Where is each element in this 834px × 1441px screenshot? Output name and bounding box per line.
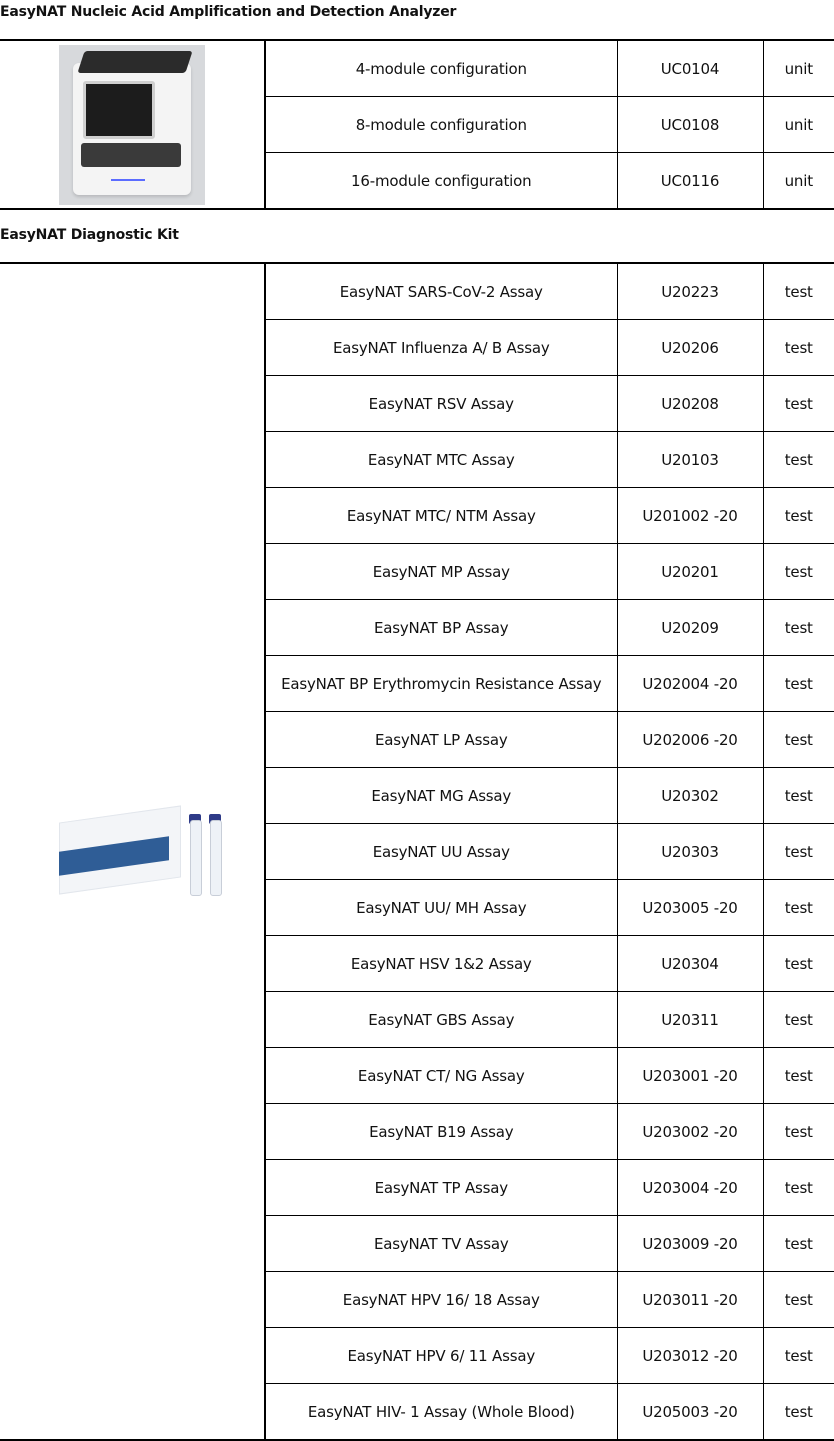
- kit-section-title: EasyNAT Diagnostic Kit: [0, 227, 179, 243]
- product-code-cell: U20302: [617, 768, 763, 824]
- product-unit-cell: test: [763, 263, 834, 320]
- kit-table: [0, 262, 834, 1441]
- product-code-cell: U20208: [617, 376, 763, 432]
- product-code-cell: U20206: [617, 320, 763, 376]
- product-unit-cell: test: [763, 600, 834, 656]
- product-code-cell: U20311: [617, 992, 763, 1048]
- product-name-cell: EasyNAT SARS-CoV-2 Assay: [265, 263, 617, 320]
- product-unit-cell: test: [763, 712, 834, 768]
- product-code-cell: U203001 -20: [617, 1048, 763, 1104]
- product-unit-cell: test: [763, 320, 834, 376]
- product-name-cell: EasyNAT MG Assay: [265, 768, 617, 824]
- product-unit-cell: unit: [763, 153, 834, 210]
- product-unit-cell: test: [763, 544, 834, 600]
- product-unit-cell: test: [763, 1384, 834, 1441]
- product-code-cell: UC0108: [617, 97, 763, 153]
- product-code-cell: U20223: [617, 263, 763, 320]
- product-code-cell: U203005 -20: [617, 880, 763, 936]
- product-code-cell: U203002 -20: [617, 1104, 763, 1160]
- product-unit-cell: test: [763, 1216, 834, 1272]
- product-unit-cell: test: [763, 656, 834, 712]
- product-code-cell: U20103: [617, 432, 763, 488]
- product-name-cell: EasyNAT RSV Assay: [265, 376, 617, 432]
- product-name-cell: EasyNAT MTC Assay: [265, 432, 617, 488]
- product-unit-cell: test: [763, 768, 834, 824]
- product-code-cell: UC0104: [617, 40, 763, 97]
- product-unit-cell: test: [763, 1160, 834, 1216]
- product-name-cell: EasyNAT GBS Assay: [265, 992, 617, 1048]
- product-code-cell: U203009 -20: [617, 1216, 763, 1272]
- product-name-cell: EasyNAT LP Assay: [265, 712, 617, 768]
- product-code-cell: U203012 -20: [617, 1328, 763, 1384]
- product-name-cell: EasyNAT Influenza A/ B Assay: [265, 320, 617, 376]
- product-name-cell: 4-module configuration: [265, 40, 617, 97]
- analyzer-image-cell: [0, 40, 265, 209]
- product-code-cell: U202004 -20: [617, 656, 763, 712]
- analyzer-table-body: [0, 40, 834, 209]
- product-code-cell: U201002 -20: [617, 488, 763, 544]
- table-row: [0, 40, 834, 97]
- analyzer-device-image: [59, 45, 205, 205]
- product-unit-cell: test: [763, 432, 834, 488]
- product-name-cell: EasyNAT TV Assay: [265, 1216, 617, 1272]
- product-code-cell: U20303: [617, 824, 763, 880]
- product-name-cell: EasyNAT HPV 16/ 18 Assay: [265, 1272, 617, 1328]
- product-code-cell: U20209: [617, 600, 763, 656]
- product-unit-cell: test: [763, 992, 834, 1048]
- product-name-cell: EasyNAT HSV 1&2 Assay: [265, 936, 617, 992]
- product-unit-cell: test: [763, 488, 834, 544]
- product-name-cell: EasyNAT B19 Assay: [265, 1104, 617, 1160]
- product-name-cell: EasyNAT BP Assay: [265, 600, 617, 656]
- product-unit-cell: test: [763, 880, 834, 936]
- product-unit-cell: test: [763, 376, 834, 432]
- product-name-cell: EasyNAT HIV- 1 Assay (Whole Blood): [265, 1384, 617, 1441]
- product-name-cell: 8-module configuration: [265, 97, 617, 153]
- product-name-cell: EasyNAT CT/ NG Assay: [265, 1048, 617, 1104]
- analyzer-table: [0, 39, 834, 210]
- product-code-cell: U202006 -20: [617, 712, 763, 768]
- product-unit-cell: test: [763, 1272, 834, 1328]
- product-code-cell: UC0116: [617, 153, 763, 210]
- kit-table-body: [0, 263, 834, 1440]
- table-row: [0, 263, 834, 320]
- product-name-cell: EasyNAT UU Assay: [265, 824, 617, 880]
- product-code-cell: U20201: [617, 544, 763, 600]
- product-name-cell: EasyNAT MP Assay: [265, 544, 617, 600]
- product-code-cell: U203011 -20: [617, 1272, 763, 1328]
- kit-image-cell: [0, 263, 265, 1440]
- product-code-cell: U203004 -20: [617, 1160, 763, 1216]
- analyzer-section-title: EasyNAT Nucleic Acid Amplification and Detection Analyzer: [0, 4, 457, 20]
- product-unit-cell: test: [763, 824, 834, 880]
- product-name-cell: EasyNAT HPV 6/ 11 Assay: [265, 1328, 617, 1384]
- product-code-cell: U20304: [617, 936, 763, 992]
- product-name-cell: EasyNAT TP Assay: [265, 1160, 617, 1216]
- product-unit-cell: test: [763, 1328, 834, 1384]
- product-unit-cell: test: [763, 1104, 834, 1160]
- diagnostic-kit-image: [37, 792, 227, 912]
- product-code-cell: U205003 -20: [617, 1384, 763, 1441]
- product-unit-cell: unit: [763, 40, 834, 97]
- product-name-cell: 16-module configuration: [265, 153, 617, 210]
- product-name-cell: EasyNAT MTC/ NTM Assay: [265, 488, 617, 544]
- product-unit-cell: test: [763, 1048, 834, 1104]
- product-unit-cell: unit: [763, 97, 834, 153]
- product-name-cell: EasyNAT BP Erythromycin Resistance Assay: [265, 656, 617, 712]
- product-name-cell: EasyNAT UU/ MH Assay: [265, 880, 617, 936]
- product-unit-cell: test: [763, 936, 834, 992]
